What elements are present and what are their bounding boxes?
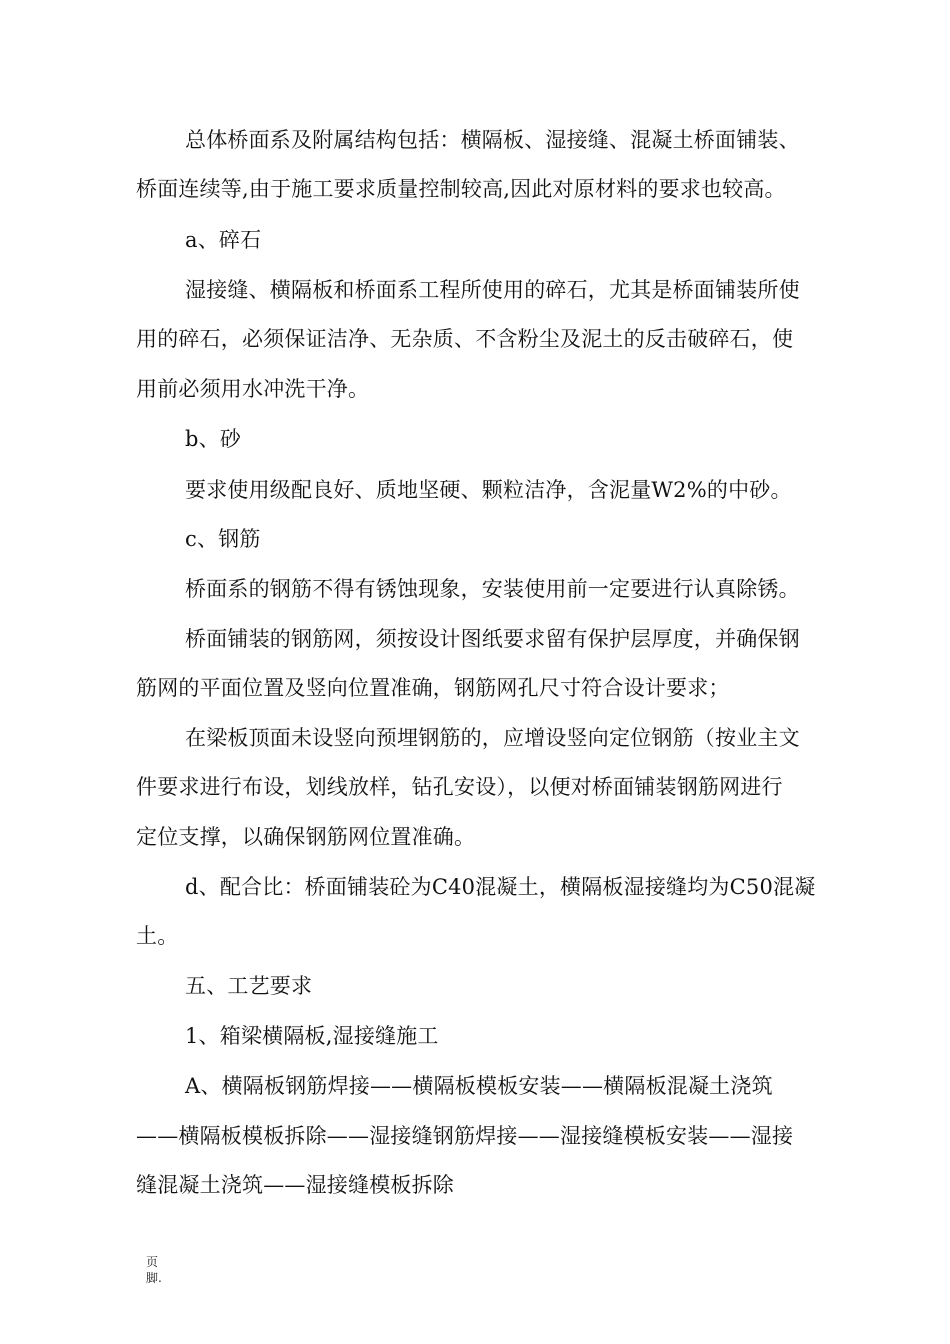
footer-label: 页 (146, 1255, 159, 1269)
subsection-heading-1: 1、箱梁横隔板,湿接缝施工 (185, 1024, 439, 1048)
paragraph-line: 桥面系的钢筋不得有锈蚀现象，安装使用前一定要进行认真除锈。 (185, 577, 800, 601)
process-line: A、横隔板钢筋焊接——横隔板模板安装——横隔板混凝土浇筑 (185, 1074, 773, 1098)
paragraph-line: 定位支撑，以确保钢筋网位置准确。 (136, 825, 476, 849)
paragraph-line: 总体桥面系及附属结构包括：横隔板、湿接缝、混凝土桥面铺装、 (185, 128, 800, 152)
paragraph-line: 土。 (136, 924, 179, 948)
section-heading-5: 五、工艺要求 (185, 974, 313, 998)
section-heading-c: c、钢筋 (185, 527, 261, 551)
paragraph-line: d、配合比：桥面铺装砼为C40混凝土，横隔板湿接缝均为C50混凝 (185, 875, 816, 899)
paragraph-line: 湿接缝、横隔板和桥面系工程所使用的碎石，尤其是桥面铺装所使 (185, 278, 800, 302)
paragraph-line: 件要求进行布设，划线放样，钻孔安设），以便对桥面铺装钢筋网进行 (136, 775, 783, 799)
process-line: 缝混凝土浇筑——湿接缝模板拆除 (136, 1173, 454, 1197)
paragraph-line: 桥面铺装的钢筋网，须按设计图纸要求留有保护层厚度，并确保钢 (185, 627, 800, 651)
paragraph-line: 用的碎石，必须保证洁净、无杂质、不含粉尘及泥土的反击破碎石，使 (136, 327, 794, 351)
process-line: ——横隔板模板拆除——湿接缝钢筋焊接——湿接缝模板安装——湿接 (136, 1124, 794, 1148)
footer-label: 脚. (146, 1271, 162, 1285)
section-heading-b: b、砂 (185, 427, 242, 451)
paragraph-line: 在梁板顶面未设竖向预埋钢筋的，应增设竖向定位钢筋（按业主文 (185, 726, 800, 750)
paragraph-line: 用前必须用水冲洗干净。 (136, 377, 370, 401)
paragraph-line: 要求使用级配良好、质地坚硬、颗粒洁净，含泥量W2%的中砂。 (185, 478, 792, 502)
paragraph-line: 桥面连续等,由于施工要求质量控制较高,因此对原材料的要求也较高。 (136, 177, 786, 201)
section-heading-a: a、碎石 (185, 228, 262, 252)
paragraph-line: 筋网的平面位置及竖向位置准确，钢筋网孔尺寸符合设计要求； (136, 676, 730, 700)
